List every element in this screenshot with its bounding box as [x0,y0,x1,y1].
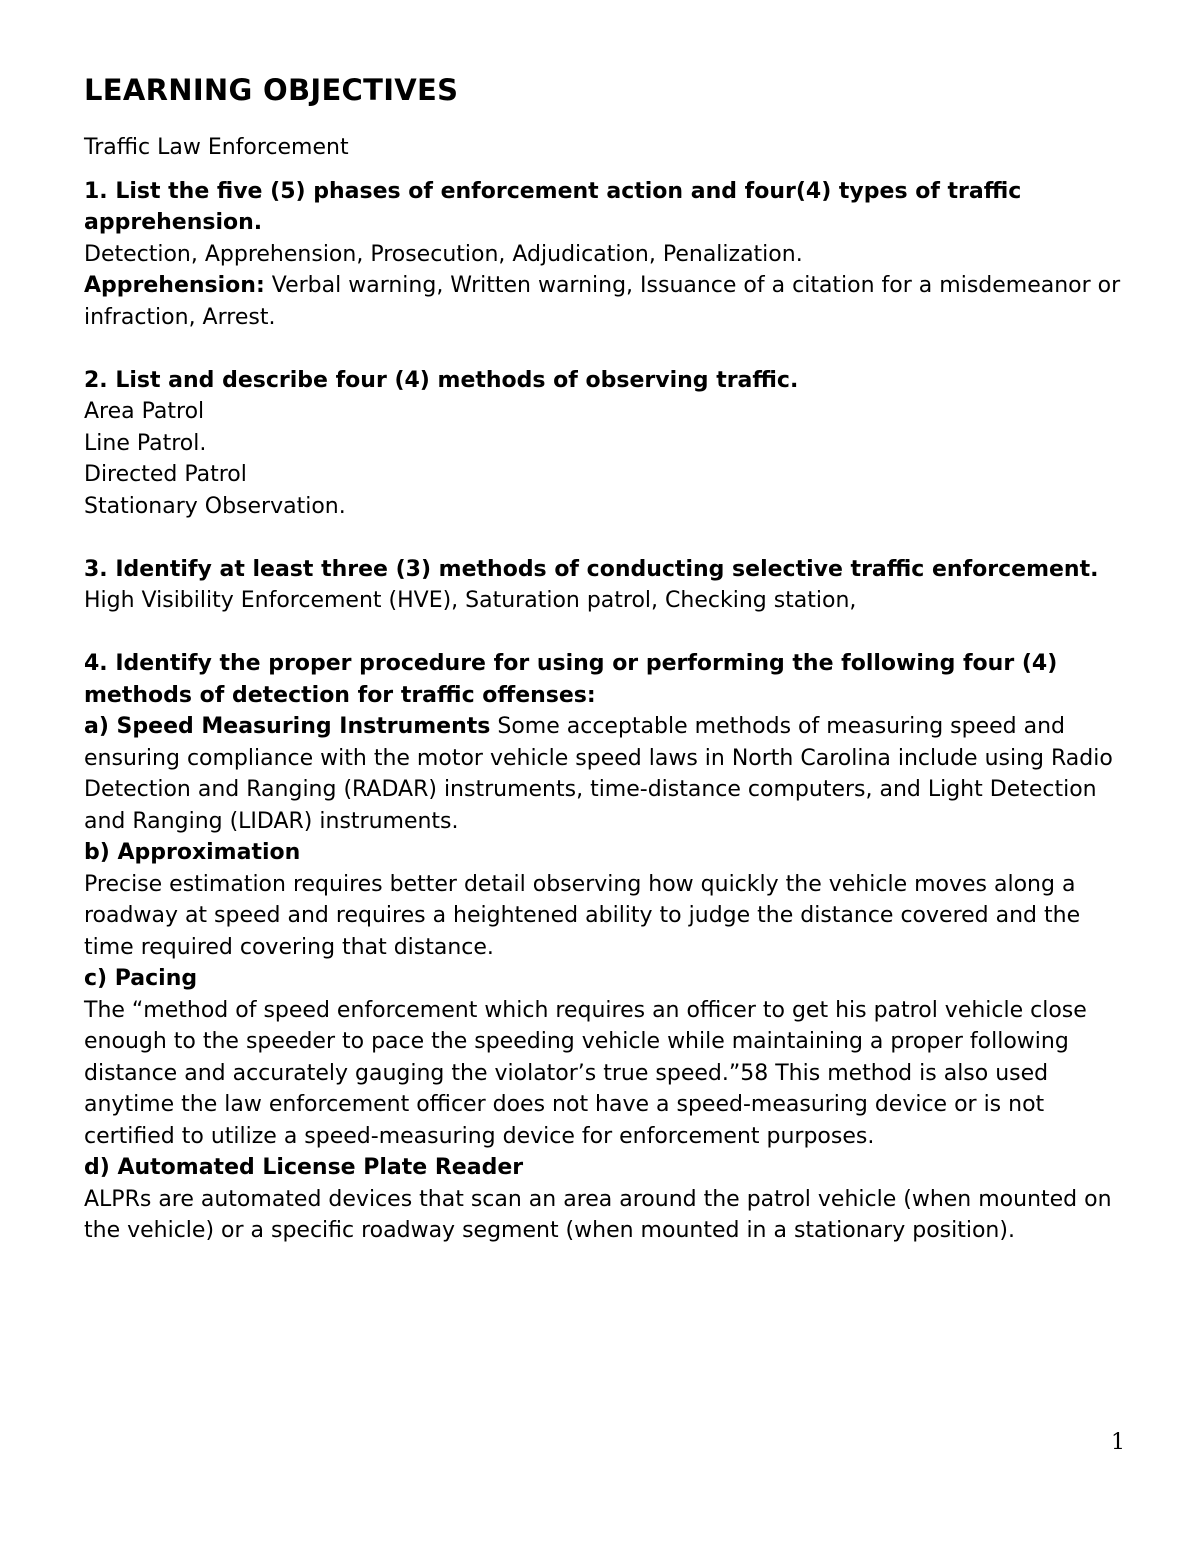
method-c-text: The “method of speed enforcement which requires an officer to get his patrol vehicle close enough to the speeder to pace the speeding vehicle while maintaining a proper following distance and accurately gauging the violator’s true speed.”58 This method is also used anytime the law enforcement officer does not have a speed-measuring device or is not certified to utilize a speed-measuring device for enforcement purposes. [84,997,1087,1149]
objective-3 [84,554,1134,617]
page-number: 1 [1111,1430,1125,1455]
apprehension-label: Apprehension: [84,273,265,298]
objective-3-answer: High Visibility Enforcement (HVE), Saturation patrol, Checking station, [84,588,857,613]
method-c-heading: c) Pacing [84,966,198,991]
apprehension-text: Verbal warning, Written warning, Issuance of a citation for a misdemeanor or infraction, Arrest. [84,273,1121,330]
objective-3-question: 3. Identify at least three (3) methods of conducting selective traffic enforcement. [84,556,1099,582]
method-a [84,711,1134,837]
document-title: LEARNING OBJECTIVES [84,73,459,107]
objective-1-question: 1. List the five (5) phases of enforcement action and four(4) types of traffic apprehension. [84,178,1022,235]
objective-2-question: 2. List and describe four (4) methods of observing traffic. [84,367,799,393]
objective-1 [84,176,1134,334]
document-subtitle: Traffic Law Enforcement [84,135,349,160]
objective-2 [84,365,1134,523]
objective-1-apprehension [84,270,1134,333]
list-item: Stationary Observation. [84,493,346,519]
list-item: Area Patrol [84,399,205,424]
method-d-heading: d) Automated License Plate Reader [84,1155,524,1180]
list-item: Line Patrol. [84,430,207,456]
objective-4 [84,648,1134,1247]
objective-1-phases: Detection, Apprehension, Prosecution, Adjudication, Penalization. [84,241,803,267]
method-a-heading: a) Speed Measuring Instruments [84,714,491,739]
document-page [84,70,1134,1278]
method-d-text: ALPRs are automated devices that scan an area around the patrol vehicle (when mounted on the vehicle) or a specific roadway segment (when mounted in a stationary position). [84,1186,1112,1243]
list-item: Directed Patrol [84,462,247,487]
objective-4-question: 4. Identify the proper procedure for using or performing the following four (4) methods of detection for traffic offenses: [84,651,1058,708]
method-b-text: Precise estimation requires better detail observing how quickly the vehicle moves along a roadway at speed and requires a heightened ability to judge the distance covered and the time required covering that distance. [84,871,1081,960]
method-a-text: Some acceptable methods of measuring speed and ensuring compliance with the motor vehicle speed laws in North Carolina include using Radio Detection and Ranging (RADAR) instruments, time-distance computers, and Light Detection and Ranging (LIDAR) instruments. [84,714,1113,834]
method-b-heading: b) Approximation [84,840,301,865]
